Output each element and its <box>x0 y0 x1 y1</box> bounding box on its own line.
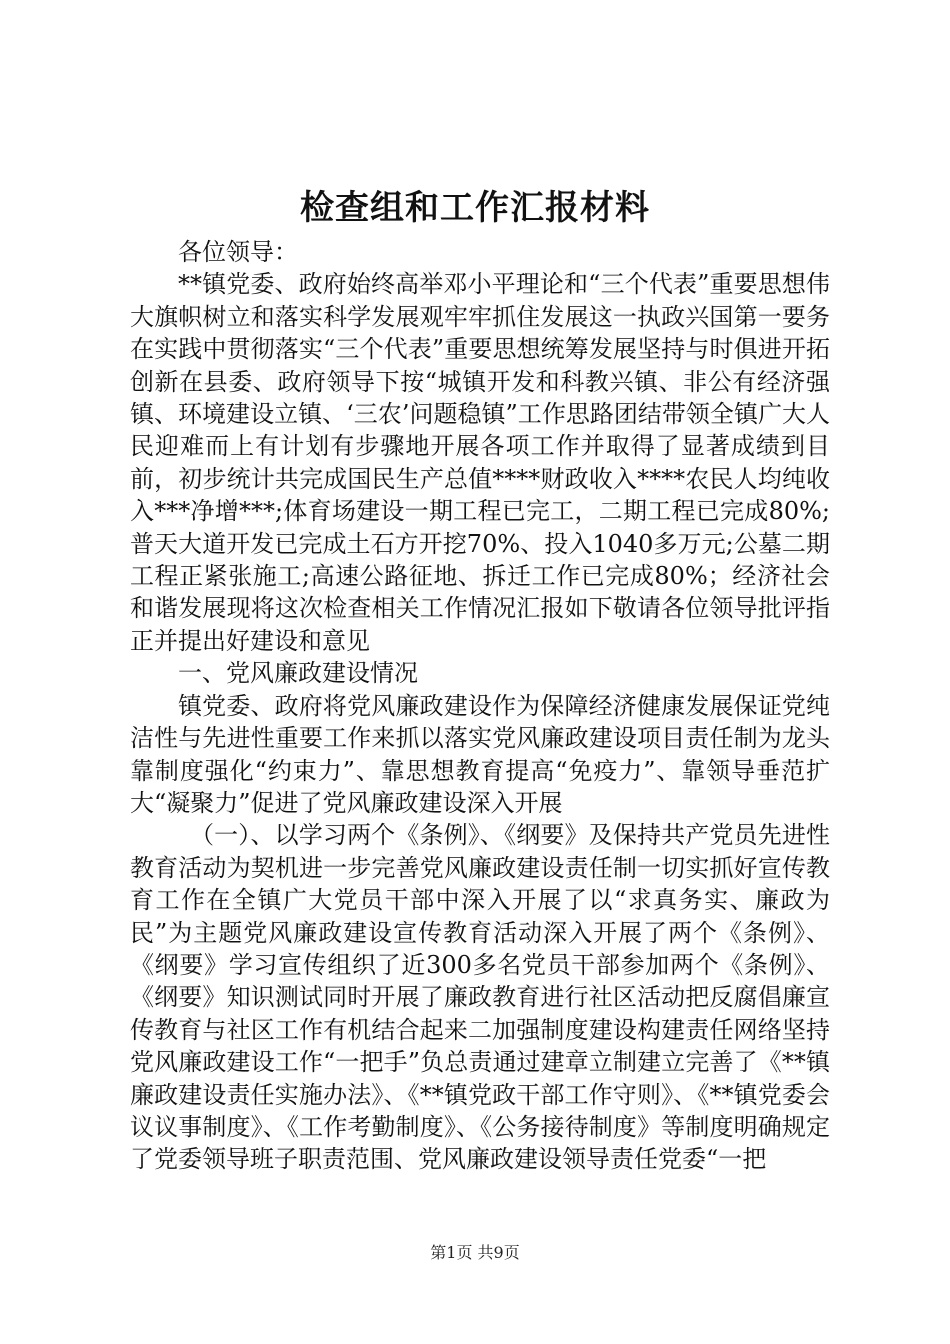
salutation-paragraph: 各位领导： <box>178 238 298 266</box>
page-number-footer: 第1页 共9页 <box>430 1243 520 1262</box>
intro-paragraph: **镇党委、政府始终高举邓小平理论和“三个代表”重要思想伟大旗帜树立和落实科学发展观牢牢抓住发展这一执政兴国第一要务在实践中贯彻落实“三个代表”重要思想统筹发展坚持与时俱进开拓创新在县委、政府领导下按“城镇开发和科教兴镇、非公有经济强镇、环境建设立镇、‘三农’问题稳镇”工作思路团结带领全镇广大人民迎难而上有计划有步骤地开展各项工作并取得了显著成绩到目前，初步统计共完成国民生产总值****财政收入****农民人均纯收入***净增***;体育场建设一期工程已完工，二期工程已完成80%;普天大道开发已完成土石方开挖70%、投入1040多万元;公墓二期工程正紧张施工;高速公路征地、拆迁工作已完成80%；经济社会和谐发展现将这次检查相关工作情况汇报如下敬请各位领导批评指正并提出好建设和意见 <box>130 270 830 655</box>
section-heading: 一、党风廉政建设情况 <box>178 659 418 688</box>
subsection-paragraph: （一）、以学习两个《条例》、《纲要》及保持共产党员先进性教育活动为契机进一步完善党风廉政建设责任制一切实抓好宣传教育工作在全镇广大党员干部中深入开展了以“求真务实、廉政为民”为主题党风廉政建设宣传教育活动深入开展了两个《条例》、《纲要》学习宣传组织了近300多名党员干部参加两个《条例》、《纲要》知识测试同时开展了廉政教育进行社区活动把反腐倡廉宣传教育与社区工作有机结合起来二加强制度建设构建责任网络坚持党风廉政建设工作“一把手”负总责通过建章立制建立完善了《**镇廉政建设责任实施办法》、《**镇党政干部工作守则》、《**镇党委会议议事制度》、《工作考勤制度》、《公务接待制度》等制度明确规定了党委领导班子职责范围、党风廉政建设领导责任党委“一把 <box>130 821 830 1174</box>
section-paragraph: 镇党委、政府将党风廉政建设作为保障经济健康发展保证党纯洁性与先进性重要工作来抓以落实党风廉政建设项目责任制为龙头靠制度强化“约束力”、靠思想教育提高“免疫力”、靠领导垂范扩大“凝聚力”促进了党风廉政建设深入开展 <box>130 691 830 817</box>
document-body <box>130 236 830 1176</box>
document-title: 检查组和工作汇报材料 <box>300 188 650 228</box>
